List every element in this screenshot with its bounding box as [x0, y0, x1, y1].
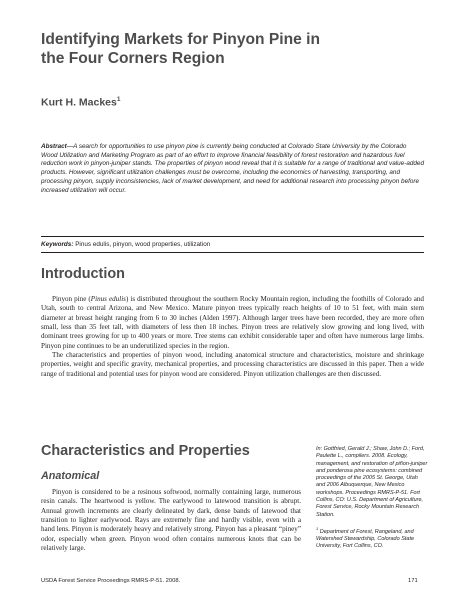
author-name: Kurt H. Mackes: [41, 96, 117, 109]
keywords-line: [41, 241, 210, 248]
introduction-heading: Introduction: [41, 266, 125, 282]
affiliation-mark: 1: [316, 525, 319, 531]
keywords-bottom-rule: [41, 252, 424, 253]
keywords-text: Pinus edulis, pinyon, wood properties, utilization: [75, 241, 211, 248]
citation-text: In: Gottfried, Gerald J.; Shaw, John D.; Ford, Paulette L., compilers. 2008. Ecology, management, and restoration of piñon-juniper and ponderosa pine ecosystems: combined proceedings of the 2005 St. George, Utah and 2006 Albuquerque, New Mexico workshops. Proceedings RMRS-P-51. Fort Collins, CO: U.S. Department of Agriculture, Forest Service, Rocky Mountain Research Station.: [316, 446, 428, 518]
affiliation-note: [316, 525, 428, 551]
introduction-body: [41, 295, 424, 379]
intro-paragraph-1: Pinyon pine (Pinus edulis) is distributed throughout the southern Rocky Mountain region, including the foothills of Colorado and Utah, south to central Arizona, and New Mexico. Mature pinyon trees typically reach heights of 10 to 51 feet, with main stem diameter at breast height ranging from 6 to 30 inches (Alden 1997). Although larger trees have been recorded, they are more often small, less than 35 feet tall, with diameters of less then 18 inches. Pinyon trees are relatively slow growing and long lived, with dominant trees growing for up to 400 years or more. Tree stems can exhibit considerable taper and often have numerous large limbs. Pinyon pine continues to be an underutilized species in the region.: [41, 295, 424, 350]
abstract: [41, 143, 424, 195]
abstract-text: —A search for opportunities to use pinyon pine is currently being conducted at Colorado State University by the Colorado Wood Utilization and Marketing Program as part of an effort to improve financial feasibility of forest restoration and hazardous fuel reduction work in pinyon-juniper stands. The properties of pinyon wood reveal that it is suitable for a range of traditional and value-added products. However, significant utilization challenges must be overcome, including the economics of harvesting, transporting, and processing pinyon, supply inconsistencies, lack of market development, and need for additional research into processing pinyon before increased utilization will occur.: [41, 143, 424, 194]
keywords-label: Keywords:: [41, 241, 74, 248]
paper-title: Identifying Markets for Pinyon Pine in the Four Corners Region: [41, 31, 320, 67]
characteristics-heading: Characteristics and Properties: [41, 443, 250, 459]
author-footnote-mark: 1: [116, 96, 121, 103]
characteristics-body: [41, 488, 301, 553]
anatomical-subheading: Anatomical: [41, 470, 100, 482]
species-name: Pinus edulis: [90, 295, 126, 303]
intro-paragraph-2: The characteristics and properties of pinyon wood, including anatomical structure and characteristics, moisture and shrinkage properties, weight and specific gravity, mechanical properties, and processing characteristics are discussed in this paper. Then a wide range of traditional and potential uses for pinyon wood are considered. Pinyon utilization challenges are then discussed.: [41, 351, 424, 378]
author-line: [41, 96, 120, 109]
citation-sidebar: [316, 446, 428, 557]
abstract-label: Abstract: [41, 143, 67, 150]
anatomical-paragraph: Pinyon is considered to be a resinous softwood, normally containing large, numerous resin canals. The heartwood is yellow. The earlywood to latewood transition is abrupt. Annual growth increments are clearly delineated by dark, dense bands of latewood that transition to lighter earlywood. Rays are extremely fine and hardly visible, even with a hand lens. Pinyon is moderately heavy and relatively strong. Pinyon has a pleasant “piney” odor, especially when green. Pinyon wood often contains numerous knots that can be relatively large.: [41, 488, 301, 553]
keywords-top-rule: [41, 236, 424, 237]
affiliation-text: Department of Forest, Rangeland, and Watershed Stewardship, Colorado State University, Fort Collins, CO.: [316, 528, 415, 550]
page-number: 171: [408, 578, 418, 584]
footer-journal: USDA Forest Service Proceedings RMRS-P-51. 2008.: [41, 578, 181, 584]
